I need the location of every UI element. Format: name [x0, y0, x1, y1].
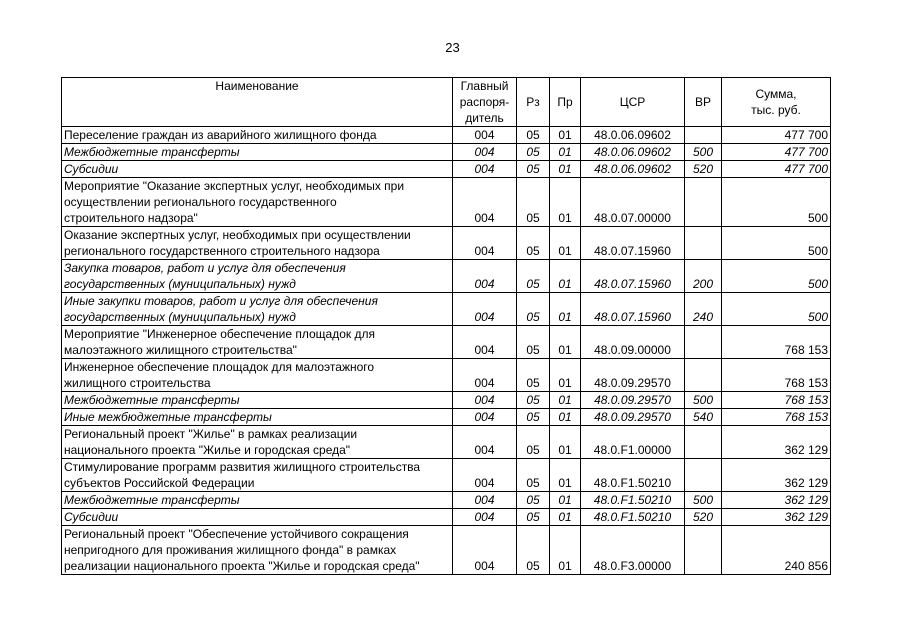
cell-manager: 004 — [453, 459, 517, 492]
cell-sum: 768 153 — [722, 392, 831, 409]
cell-vr: 500 — [685, 492, 722, 509]
cell-manager: 004 — [453, 526, 517, 575]
cell-rz: 05 — [517, 409, 550, 426]
cell-rz: 05 — [517, 459, 550, 492]
cell-name: Оказание экспертных услуг, необходимых при осуществлении регионального государственного строительного надзора — [62, 227, 453, 260]
cell-vr: 520 — [685, 161, 722, 178]
cell-manager: 004 — [453, 359, 517, 392]
cell-pr: 01 — [550, 260, 581, 293]
cell-manager: 004 — [453, 178, 517, 227]
cell-vr: 520 — [685, 509, 722, 526]
cell-manager: 004 — [453, 161, 517, 178]
table-row — [62, 144, 831, 161]
table-header-row — [62, 78, 831, 127]
cell-rz: 05 — [517, 260, 550, 293]
cell-csr: 48.0.F1.50210 — [581, 492, 685, 509]
table-row — [62, 326, 831, 359]
cell-rz: 05 — [517, 127, 550, 144]
cell-pr: 01 — [550, 492, 581, 509]
cell-pr: 01 — [550, 409, 581, 426]
cell-pr: 01 — [550, 509, 581, 526]
header-pr: Пр — [550, 78, 581, 127]
cell-vr: 240 — [685, 293, 722, 326]
cell-rz: 05 — [517, 392, 550, 409]
cell-manager: 004 — [453, 509, 517, 526]
cell-name: Стимулирование программ развития жилищного строительства субъектов Российской Федерации — [62, 459, 453, 492]
cell-name: Региональный проект "Обеспечение устойчивого сокращения непригодного для проживания жилищного фонда" в рамках реализации национального проекта "Жилье и городская среда" — [62, 526, 453, 575]
header-manager: Главный распоря- дитель — [453, 78, 517, 127]
cell-name: Межбюджетные трансферты — [62, 392, 453, 409]
cell-manager: 004 — [453, 127, 517, 144]
table-row — [62, 392, 831, 409]
cell-csr: 48.0.F3.00000 — [581, 526, 685, 575]
cell-name: Мероприятие "Инженерное обеспечение площадок для малоэтажного жилищного строительства" — [62, 326, 453, 359]
cell-pr: 01 — [550, 392, 581, 409]
cell-csr: 48.0.06.09602 — [581, 127, 685, 144]
cell-name: Иные межбюджетные трансферты — [62, 409, 453, 426]
cell-rz: 05 — [517, 326, 550, 359]
cell-name: Мероприятие "Оказание экспертных услуг, необходимых при осуществлении регионального государственного строительного надзора" — [62, 178, 453, 227]
cell-name: Переселение граждан из аварийного жилищного фонда — [62, 127, 453, 144]
cell-manager: 004 — [453, 426, 517, 459]
cell-rz: 05 — [517, 227, 550, 260]
cell-vr — [685, 326, 722, 359]
cell-rz: 05 — [517, 178, 550, 227]
table-row — [62, 293, 831, 326]
cell-vr — [685, 526, 722, 575]
cell-pr: 01 — [550, 161, 581, 178]
cell-csr: 48.0.09.29570 — [581, 359, 685, 392]
cell-name: Межбюджетные трансферты — [62, 492, 453, 509]
cell-csr: 48.0.F1.50210 — [581, 459, 685, 492]
cell-csr: 48.0.09.00000 — [581, 326, 685, 359]
table-row — [62, 509, 831, 526]
cell-manager: 004 — [453, 492, 517, 509]
cell-csr: 48.0.09.29570 — [581, 409, 685, 426]
cell-csr: 48.0.06.09602 — [581, 161, 685, 178]
cell-pr: 01 — [550, 227, 581, 260]
table-row — [62, 459, 831, 492]
cell-pr: 01 — [550, 459, 581, 492]
table-row — [62, 178, 831, 227]
cell-pr: 01 — [550, 426, 581, 459]
cell-sum: 500 — [722, 293, 831, 326]
cell-manager: 004 — [453, 144, 517, 161]
cell-sum: 240 856 — [722, 526, 831, 575]
cell-vr — [685, 178, 722, 227]
cell-rz: 05 — [517, 492, 550, 509]
cell-rz: 05 — [517, 509, 550, 526]
cell-csr: 48.0.06.09602 — [581, 144, 685, 161]
cell-name: Региональный проект "Жилье" в рамках реализации национального проекта "Жилье и городская среда" — [62, 426, 453, 459]
cell-manager: 004 — [453, 293, 517, 326]
cell-sum: 500 — [722, 260, 831, 293]
budget-table — [61, 77, 831, 575]
table-row — [62, 426, 831, 459]
cell-sum: 500 — [722, 227, 831, 260]
cell-name: Инженерное обеспечение площадок для малоэтажного жилищного строительства — [62, 359, 453, 392]
table-row — [62, 127, 831, 144]
cell-sum: 362 129 — [722, 492, 831, 509]
header-sum: Сумма, тыс. руб. — [722, 78, 831, 127]
header-rz: Рз — [517, 78, 550, 127]
header-csr: ЦСР — [581, 78, 685, 127]
cell-name: Иные закупки товаров, работ и услуг для обеспечения государственных (муниципальных) нужд — [62, 293, 453, 326]
header-name: Наименование — [62, 78, 453, 127]
table-row — [62, 227, 831, 260]
cell-csr: 48.0.07.15960 — [581, 260, 685, 293]
cell-manager: 004 — [453, 392, 517, 409]
cell-vr — [685, 426, 722, 459]
cell-rz: 05 — [517, 359, 550, 392]
cell-csr: 48.0.07.15960 — [581, 227, 685, 260]
cell-csr: 48.0.09.29570 — [581, 392, 685, 409]
cell-name: Межбюджетные трансферты — [62, 144, 453, 161]
cell-vr — [685, 359, 722, 392]
cell-csr: 48.0.F1.50210 — [581, 509, 685, 526]
cell-vr: 200 — [685, 260, 722, 293]
cell-manager: 004 — [453, 227, 517, 260]
cell-vr: 500 — [685, 392, 722, 409]
table-row — [62, 359, 831, 392]
cell-pr: 01 — [550, 359, 581, 392]
cell-sum: 768 153 — [722, 326, 831, 359]
cell-name: Субсидии — [62, 509, 453, 526]
cell-sum: 362 129 — [722, 509, 831, 526]
cell-vr — [685, 459, 722, 492]
cell-manager: 004 — [453, 409, 517, 426]
cell-sum: 768 153 — [722, 409, 831, 426]
cell-pr: 01 — [550, 293, 581, 326]
page-number: 23 — [445, 40, 460, 55]
table-row — [62, 492, 831, 509]
cell-rz: 05 — [517, 293, 550, 326]
cell-csr: 48.0.07.00000 — [581, 178, 685, 227]
table-row — [62, 260, 831, 293]
cell-rz: 05 — [517, 144, 550, 161]
cell-vr — [685, 227, 722, 260]
cell-manager: 004 — [453, 260, 517, 293]
table-row — [62, 161, 831, 178]
cell-manager: 004 — [453, 326, 517, 359]
cell-sum: 477 700 — [722, 127, 831, 144]
cell-rz: 05 — [517, 161, 550, 178]
cell-rz: 05 — [517, 526, 550, 575]
cell-vr: 500 — [685, 144, 722, 161]
cell-rz: 05 — [517, 426, 550, 459]
cell-vr — [685, 127, 722, 144]
cell-pr: 01 — [550, 326, 581, 359]
table-row — [62, 409, 831, 426]
cell-sum: 477 700 — [722, 161, 831, 178]
cell-csr: 48.0.F1.00000 — [581, 426, 685, 459]
cell-pr: 01 — [550, 127, 581, 144]
cell-pr: 01 — [550, 178, 581, 227]
cell-name: Субсидии — [62, 161, 453, 178]
cell-sum: 362 129 — [722, 426, 831, 459]
cell-sum: 768 153 — [722, 359, 831, 392]
cell-sum: 477 700 — [722, 144, 831, 161]
table-row — [62, 526, 831, 575]
cell-name: Закупка товаров, работ и услуг для обеспечения государственных (муниципальных) нужд — [62, 260, 453, 293]
cell-sum: 362 129 — [722, 459, 831, 492]
cell-csr: 48.0.07.15960 — [581, 293, 685, 326]
cell-vr: 540 — [685, 409, 722, 426]
header-vr: ВР — [685, 78, 722, 127]
cell-pr: 01 — [550, 526, 581, 575]
cell-pr: 01 — [550, 144, 581, 161]
cell-sum: 500 — [722, 178, 831, 227]
